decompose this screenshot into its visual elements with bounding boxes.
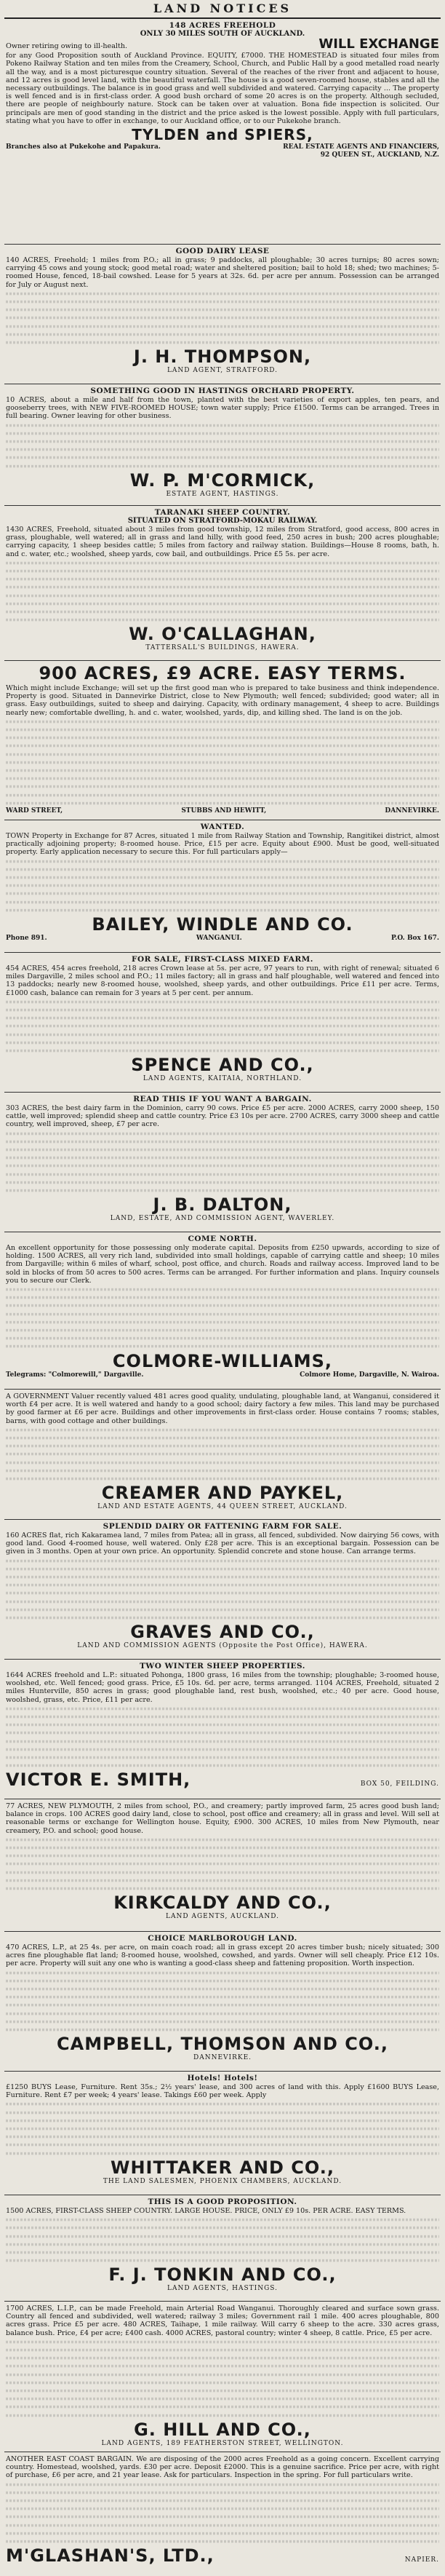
ad-body: 303 ACRES, the best dairy farm in the Dominion, carry 90 cows. Price £5 per acre. 2000 ACRES, carry 2000 sheep, 150 cattle, well improved; splendid sheep and cattle country. Price £3 10s per acre. 2700 ACRES, carry 3000 sheep and cattle country, well improved, sheep, £7 per acre. [6, 1104, 439, 1129]
print-line [6, 432, 439, 435]
ad-foot-right: Colmore Home, Dargaville, N. Wairoa. [300, 1371, 439, 1379]
print-line [6, 1756, 439, 1759]
print-line [6, 801, 439, 804]
print-line [6, 2357, 439, 2360]
agent-name: J. H. THOMPSON, [133, 346, 312, 368]
agent-subtitle: ESTATE AGENT, HASTINGS. [166, 490, 279, 498]
print-line [6, 1568, 439, 1571]
agent-name: G. HILL AND CO., [134, 2419, 311, 2440]
print-line [6, 2103, 439, 2106]
ad-heading: COME NORTH. [188, 1235, 257, 1243]
ad-foot-left: Telegrams: "Colmorewill," Dargaville. [6, 1371, 144, 1379]
print-line [6, 440, 439, 443]
ad-heading: TARANAKI SHEEP COUNTRY. [154, 508, 291, 517]
print-line [6, 2414, 439, 2417]
ad-tylden-spiers [4, 19, 441, 245]
print-line [6, 1559, 439, 1562]
ad-lead: Owner retiring owing to ill-health. [6, 42, 128, 50]
ad-heading: 148 ACRES FREEHOLD [169, 21, 276, 30]
print-line [6, 2390, 439, 2393]
agent-name: SPENCE AND CO., [131, 1055, 314, 1076]
print-line [6, 2111, 439, 2114]
ad-body: for any Good Proposition south of Auckland Province. EQUITY, £7000. THE HOMESTEAD is situated four miles from Pokeno Railway Station and ten miles from the Creamery, School, Church, and Public Hall by a good metalled road nearly all the way, and is a most picturesque country situation. Several of the reaches of the river front and adjacent to house, and 12 acres is good level land, with the beautiful waterfall. The house is a good seven-roomed house, stables and all the necessary outbuildings. The balance is in good grass and well subdivided and watered. Carrying capacity ... The property is well fenced and is in first-class order. A good bush orchard of some 20 acres is on the property. Although secluded, there are people of neighbourly nature. Stock can be taken over at valuation. Bona fide inspection is solicited. Our principals are men of good standing in the district and the price asked is the lowest possible. Apply with full particulars, stating what you have to offer in exchange, to our Auckland office, or to our Pukekohe branch. [6, 52, 439, 125]
print-line [6, 1429, 439, 1432]
print-line [6, 1304, 439, 1307]
ad-heading: THIS IS A GOOD PROPOSITION. [148, 2197, 297, 2206]
ad-hill [4, 2302, 441, 2452]
print-line [6, 2227, 439, 2230]
ad-body: Which might include Exchange; will set up the first good man who is prepared to take business and think independence. Property is good. Situated in Dannevirke District, close to New Plymouth; well fenced; subdivided; good water; all in grass. Easy outbuildings, suited to sheep and dairying. Capacity, with ordinary management, 4 sheep to acre. Buildings nearly new; comfortable dwelling, h. and c. water, woolshed, yards, dip, and killing shed. The land is on the job. [6, 684, 439, 717]
print-line [6, 1050, 439, 1053]
print-line [6, 2120, 439, 2123]
print-line [6, 603, 439, 606]
ad-kirkcaldy [4, 1799, 441, 1932]
print-line [6, 1189, 439, 1192]
ad-spence [4, 953, 441, 1093]
print-line [6, 2144, 439, 2147]
agent-name: F. J. TONKIN AND CO., [108, 2264, 337, 2286]
print-line [6, 2524, 439, 2527]
print-line [6, 586, 439, 589]
print-line [6, 1042, 439, 1045]
ad-body: 1430 ACRES, Freehold, situated about 3 miles from good township, 12 miles from Stratford, good access, 800 acres in grass, ploughable, well watered; all in grass and land hilly, with good feed, 250 acres in bush; 200 acres ploughable; carrying capacity, 1 sheep besides cattle; 5 miles from factory and railway station. Buildings—House 8 rooms, bath, h. and c. water, etc.; woolshed, sheep yards, cow bail, and outbuildings. Price £5 5s. per acre. [6, 526, 439, 558]
print-line [6, 2128, 439, 2131]
print-line [6, 2012, 439, 2015]
print-line [6, 2152, 439, 2155]
ad-body: 140 ACRES, Freehold; 1 miles from P.O.; all in grass; 9 paddocks, all ploughable; 30 acres turnips; 80 acres sown; carrying 45 cows and young stock; good metal road; water and sheltered position; bail to hold 18; shed; two machines; 5-roomed House, fenced, 18-bail cowshed. Lease for 5 years at 32s. 6d. per acre per annum. Possession can be arranged for July or August next. [6, 256, 439, 289]
print-line [6, 1863, 439, 1866]
agent-name: WHITTAKER AND CO., [111, 2157, 334, 2178]
agent-name: J. B. DALTON, [153, 1194, 292, 1216]
print-line [6, 2021, 439, 2024]
ad-foot-right: P.O. Box 167. [390, 934, 439, 942]
print-line [6, 1988, 439, 1991]
print-line [6, 456, 439, 459]
print-line [6, 2406, 439, 2409]
print-line [6, 1181, 439, 1184]
print-line [6, 1478, 439, 1481]
print-line [6, 1617, 439, 1620]
ad-bailey-windle [4, 820, 441, 953]
print-line [6, 619, 439, 622]
agent-subtitle: DANNEVIRKE. [193, 2054, 252, 2062]
print-line [6, 333, 439, 336]
ad-body: TOWN Property in Exchange for 87 Acres, situated 1 mile from Railway Station and Township, Rangitikei district, almost practically adjoining property; 8-roomed house. Price, £15 per acre. Equity about £900. Must be good, well-situated property. Early application necessary to secure this. For full particulars apply— [6, 832, 439, 857]
print-line [6, 729, 439, 732]
agent-name: GRAVES AND CO., [130, 1622, 315, 1643]
print-line [6, 1025, 439, 1028]
print-line [6, 1437, 439, 1440]
agent-subtitle: TATTERSALL'S BUILDINGS, HAWERA. [145, 644, 300, 652]
print-line [6, 1141, 439, 1144]
print-line [6, 424, 439, 427]
ad-foot-right: DANNEVIRKE. [385, 807, 439, 815]
agent-subtitle: LAND AGENT, STRATFORD. [167, 367, 278, 375]
agent-subtitle: REAL ESTATE AGENTS AND FINANCIERS, [283, 143, 439, 151]
print-line [6, 900, 439, 903]
print-line [6, 293, 439, 296]
ad-thompson [4, 245, 441, 384]
ad-whittaker [4, 2072, 441, 2195]
ad-heading: CHOICE MARLBOROUGH LAND. [148, 1934, 297, 1943]
print-line [6, 309, 439, 312]
ad-mccormick [4, 384, 441, 506]
print-line [6, 2251, 439, 2254]
print-line [6, 1724, 439, 1727]
print-line [6, 1576, 439, 1579]
ad-foot-right: NAPIER. [404, 2556, 439, 2564]
agent-subtitle: LAND AGENTS, AUCKLAND. [166, 1913, 279, 1921]
ad-ocallaghan [4, 506, 441, 661]
print-line [6, 325, 439, 328]
print-line [6, 2382, 439, 2385]
ad-subheading: SITUATED ON STRATFORD-MOKAU RAILWAY. [127, 517, 318, 525]
ad-banner: 900 ACRES, £9 ACRE. EASY TERMS. [39, 663, 406, 683]
print-line [6, 1296, 439, 1299]
ad-body: 454 ACRES, 454 acres freehold, 218 acres Crown lease at 5s. per acre, 97 years to run, with right of renewal; situated 6 miles Dargaville, 2 miles school and P.O.; 11 miles factory; all in grass and half ploughable, well watered and fenced into 13 paddocks; nearly new 8-roomed house, woolshed, sheep yards, and other outbuildings. Price £11 per acre. Terms, £1000 cash, balance can remain for 3 years at 5 per cent. per annum. [6, 964, 439, 997]
print-line [6, 2492, 439, 2494]
print-line [6, 317, 439, 320]
ad-body: 77 ACRES, NEW PLYMOUTH, 2 miles from school, P.O., and creamery; partly improved farm, 25 acres good bush land; balance in crops. 100 ACRES good dairy land, close to school, post office and creamery; all in grass and level. Will sell at reasonable terms or exchange for Wellington house. Equity, £900. 300 ACRES, 10 miles from New Plymouth, near creamery, P.O. and school; good house. [6, 1802, 439, 1835]
print-line [6, 1157, 439, 1160]
agent-name: CREAMER AND PAYKEL, [101, 1483, 344, 1504]
print-line [6, 1732, 439, 1735]
ad-colmore-williams [4, 1232, 441, 1390]
print-line [6, 2516, 439, 2518]
print-line [6, 1879, 439, 1882]
section-masthead: LAND NOTICES [4, 0, 441, 19]
print-line [6, 1708, 439, 1711]
ad-heading: READ THIS IF YOU WANT A BARGAIN. [133, 1095, 312, 1103]
agent-subtitle: LAND AGENTS, KAITAIA, NORTHLAND. [143, 1075, 302, 1083]
print-line [6, 884, 439, 887]
ad-heading: SPLENDID DAIRY OR FATTENING FARM FOR SALE. [103, 1522, 342, 1531]
ad-heading: SOMETHING GOOD IN HASTINGS ORCHARD PROPERTY. [90, 387, 355, 395]
print-line [6, 1748, 439, 1751]
agent-subtitle: LAND, ESTATE, AND COMMISSION AGENT, WAVERLEY. [110, 1215, 335, 1223]
agent-subtitle: BOX 50, FEILDING. [360, 1780, 439, 1788]
print-line [6, 868, 439, 871]
agent-name: KIRKCALDY AND CO., [113, 1893, 332, 1914]
ad-creamer-paykel [4, 1390, 441, 1520]
print-line [6, 594, 439, 597]
agent-name: BAILEY, WINDLE AND CO. [92, 914, 353, 935]
print-line [6, 2004, 439, 2007]
print-line [6, 1996, 439, 1999]
agent-subtitle: LAND AND COMMISSION AGENTS (Opposite the Post Office), HAWERA. [77, 1642, 368, 1650]
print-line [6, 793, 439, 796]
agent-subtitle: THE LAND SALESMEN, PHOENIX CHAMBERS, AUCKLAND. [103, 2177, 342, 2185]
ad-heading: TWO WINTER SHEEP PROPERTIES. [140, 1662, 305, 1671]
ad-body: A GOVERNMENT Valuer recently valued 481 acres good quality, undulating, ploughable land, at Wanganui, considered it worth £4 per acre. It is well watered and handy to a good school; dairy factory a few miles. This land may be purchased by good farmer at £6 per acre. Buildings and other improvements in first-class order. House contains 7 rooms; stables, barns, with good cottage and other buildings. [6, 1392, 439, 1425]
print-line [6, 1132, 439, 1135]
print-line [6, 761, 439, 764]
ad-heading: GOOD DAIRY LEASE [175, 247, 270, 255]
print-line [6, 1740, 439, 1743]
ad-body: £1250 BUYS Lease, Furniture. Rent 35s.; 2½ years' lease, and 300 acres of land with this. Apply £1600 BUYS Lease, Furniture. Rent £7 per week; 4 years' lease. Takings £60 per week. Apply [6, 2083, 439, 2100]
ad-mglashans [4, 2452, 441, 2571]
print-line [6, 1871, 439, 1874]
print-line [6, 1716, 439, 1719]
print-line [6, 2136, 439, 2139]
print-line [6, 2219, 439, 2222]
print-line [6, 1445, 439, 1448]
ad-body: An excellent opportunity for those possessing only moderate capital. Deposits from £250 upwards, according to size of holding. 1500 ACRES, all very rich land, subdivided into small holdings, capable of carrying cattle and sheep; 10 miles from Dargaville; within 6 miles of wharf, school, post office, and church. Roads and railway access. Improved land to be sold in blocks of from 50 acres to 500 acres. Terms can be arranged. For further information and plans. Inquiry counsels you to secure our Clerk. [6, 1244, 439, 1285]
print-line [6, 2259, 439, 2262]
print-line [6, 1847, 439, 1850]
print-line [6, 1149, 439, 1152]
agent-subtitle: LAND AGENTS, HASTINGS. [167, 2285, 278, 2293]
print-line [6, 2341, 439, 2344]
agent-name: CAMPBELL, THOMSON AND CO., [57, 2034, 388, 2055]
ad-heading: Hotels! Hotels! [187, 2074, 258, 2082]
print-line [6, 570, 439, 573]
print-line [6, 1329, 439, 1332]
print-line [6, 2532, 439, 2535]
ad-tonkin [4, 2195, 441, 2302]
ad-dalton [4, 1093, 441, 1232]
print-line [6, 578, 439, 581]
print-line [6, 1173, 439, 1176]
ad-foot-left: Branches also at Pukekohe and Papakura. [6, 143, 161, 151]
print-line [6, 2349, 439, 2352]
print-line [6, 2508, 439, 2510]
agent-name: COLMORE-WILLIAMS, [112, 1350, 333, 1371]
agent-name: W. O'CALLAGHAN, [129, 624, 316, 645]
ad-foot-mid: WANGANUI. [196, 934, 242, 942]
print-line [6, 2243, 439, 2246]
print-line [6, 1009, 439, 1012]
print-line [6, 1600, 439, 1603]
ad-heading: FOR SALE, FIRST-CLASS MIXED FARM. [132, 955, 313, 964]
agent-name: VICTOR E. SMITH, [6, 1769, 191, 1791]
print-line [6, 1764, 439, 1767]
print-line [6, 301, 439, 304]
print-line [6, 1980, 439, 1983]
print-line [6, 2500, 439, 2502]
print-line [6, 611, 439, 614]
print-line [6, 769, 439, 772]
ad-banner: WILL EXCHANGE [318, 36, 439, 52]
print-line [6, 341, 439, 344]
print-line [6, 860, 439, 863]
agent-subtitle: LAND AGENTS, 189 FEATHERSTON STREET, WELLINGTON. [101, 2439, 344, 2447]
print-line [6, 721, 439, 724]
ad-graves [4, 1520, 441, 1660]
print-line [6, 1312, 439, 1315]
ad-foot-left: Phone 891. [6, 934, 47, 942]
print-line [6, 1453, 439, 1456]
ad-foot-right: 92 QUEEN ST., AUCKLAND, N.Z. [320, 151, 439, 159]
print-line [6, 1839, 439, 1842]
print-line [6, 745, 439, 748]
ad-body: 470 ACRES, L.P., at 25 4s. per acre, on main coach road; all in grass except 20 acres timber bush; nicely situated; 300 acres fine ploughable flat land; 8-roomed house, woolshed, cowshed, and yards. Owner will sell cheaply. Price £12 10s. per acre. Property will suit any one who is wanting a good-class sheep and fattening proposition. Worth inspection. [6, 1943, 439, 1968]
agent-name: STUBBS AND HEWITT, [181, 807, 267, 815]
print-line [6, 753, 439, 756]
print-line [6, 1001, 439, 1004]
agent-subtitle: LAND AND ESTATE AGENTS, 44 QUEEN STREET, AUCKLAND. [97, 1503, 348, 1511]
print-line [6, 1321, 439, 1324]
print-line [6, 448, 439, 451]
print-line [6, 1971, 439, 1974]
ad-heading: WANTED. [200, 823, 245, 831]
ad-body: 1644 ACRES freehold and L.P.: situated Pohonga, 1800 grass, 16 miles from the township; ploughable; 3-roomed house, woolshed, etc. Well fenced; good grass. Price, £5 10s. 6d. per acre, terms arranged. 1104 ACRES, Freehold, situated 2 miles Hunterville, 850 acres in grass; good ploughable land, rest bush, woolshed, etc.; 40 per acre. Good house, woolshed, grass, etc. Price, £11 per acre. [6, 1671, 439, 1704]
ad-body: 1700 ACRES, L.I.P., can be made Freehold, main Arterial Road Wanganui. Thoroughly cleared and surface sown grass. Country all fenced and subdivided, well watered; railway 3 miles; Government rail 1 mile. 400 acres ploughable, 800 acres grass. Price £5 per acre. 480 ACRES, Taihape, 1 mile railway. Will carry 6 sheep to the acre. 330 acres grass, balance bush. Price, £4 per acre; £400 cash. 4000 ACRES, pastoral country; winter 4 sheep, 8 cattle. Price, £5 per acre. [6, 2304, 439, 2337]
print-line [6, 1288, 439, 1291]
print-line [6, 2029, 439, 2032]
print-line [6, 1470, 439, 1473]
print-line [6, 1592, 439, 1595]
ad-body: ANOTHER EAST COAST BARGAIN. We are disposing of the 2000 acres Freehold as a going concern. Excellent carrying country. Homestead, woolshed, yards. £30 per acre. Deposit £2000. This is a genuine sacrifice. Price per acre, with right of purchase, £6 per acre, and 21 year lease. Ask for particulars. Inspection in the spring. For full particulars write. [6, 2455, 439, 2480]
print-line [6, 2373, 439, 2376]
print-line [6, 2540, 439, 2543]
ad-body: 160 ACRES flat, rich Kakaramea land, 7 miles from Patea; all in grass, all fenced, subdivided. Now dairying 56 cows, with good land. Good 4-roomed house, well watered. Only £28 per acre. This is an exceptional bargain. Possession can be given in 3 months. Open at your own price. An opportunity. Splendid concrete and stone house. Can arrange terms. [6, 1531, 439, 1556]
print-line [6, 1887, 439, 1890]
agent-name: TYLDEN and SPIERS, [132, 126, 313, 144]
print-line [6, 777, 439, 780]
print-line [6, 737, 439, 740]
print-line [6, 2398, 439, 2401]
ad-foot-left: WARD STREET, [6, 807, 63, 815]
ad-body: 1500 ACRES, FIRST-CLASS SHEEP COUNTRY. LARGE HOUSE. PRICE, ONLY £9 10s. PER ACRE. EASY TERMS. [6, 2207, 406, 2215]
print-line [6, 1017, 439, 1020]
print-line [6, 1584, 439, 1587]
ad-campbell-thomson [4, 1932, 441, 2072]
print-line [6, 464, 439, 467]
print-line [6, 1609, 439, 1612]
ad-body: 10 ACRES, about a mile and half from the town, planted with the best varieties of export apples, ten pears, and gooseberry trees, with NEW FIVE-ROOMED HOUSE; town water supply; Price £1500. Terms can be arranged. Trees in full bearing. Owner leaving for other business. [6, 396, 439, 421]
print-line [6, 892, 439, 895]
ad-stubbs-hewitt [4, 661, 441, 820]
print-line [6, 2483, 439, 2486]
ad-victor-smith [4, 1660, 441, 1799]
print-line [6, 1345, 439, 1348]
print-line [6, 2235, 439, 2238]
ad-subheading: ONLY 30 MILES SOUTH OF AUCKLAND. [140, 30, 305, 38]
agent-name: M'GLASHAN'S, LTD., [6, 2545, 215, 2567]
print-line [6, 562, 439, 565]
print-line [6, 1855, 439, 1858]
print-line [6, 1165, 439, 1168]
print-line [6, 1033, 439, 1036]
agent-name: W. P. M'CORMICK, [129, 469, 316, 491]
print-line [6, 909, 439, 912]
print-line [6, 876, 439, 879]
print-line [6, 2365, 439, 2368]
print-line [6, 1461, 439, 1464]
print-line [6, 785, 439, 788]
print-line [6, 1337, 439, 1340]
